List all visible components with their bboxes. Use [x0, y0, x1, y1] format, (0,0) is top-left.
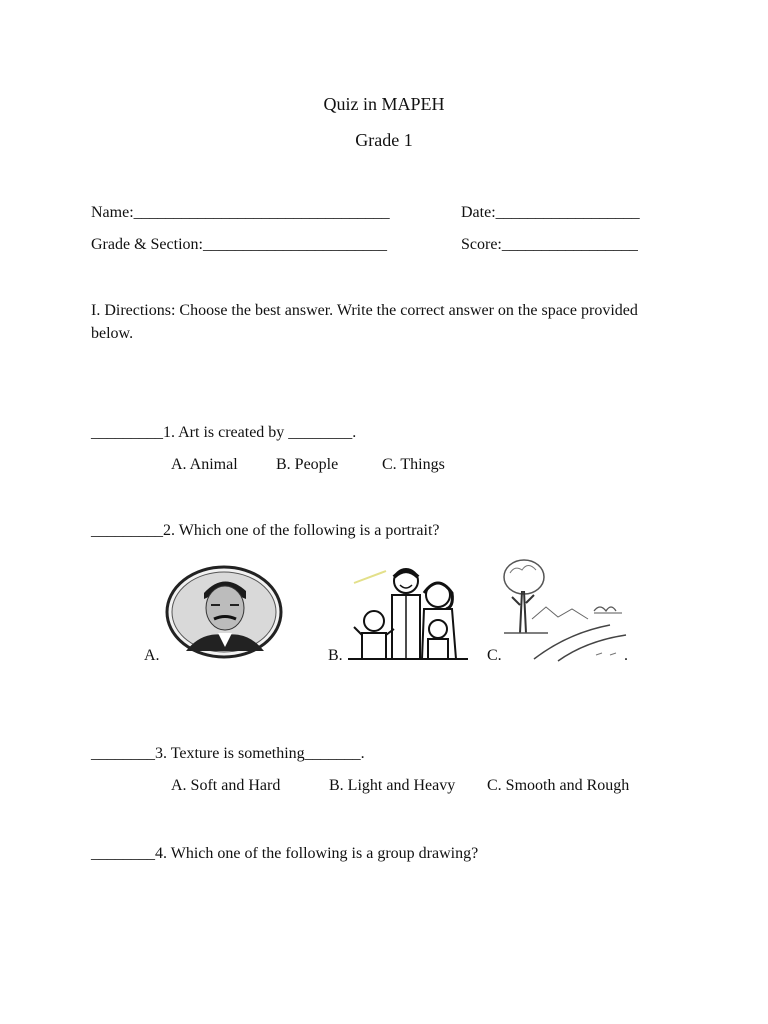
question-2: _________2. Which one of the following is a portrait? [91, 522, 440, 539]
q3-choice-a: A. Soft and Hard [171, 777, 281, 794]
q2-choice-b: B. [328, 647, 343, 664]
score-field: Score:_________________ [461, 236, 638, 253]
name-field: Name:________________________________ [91, 204, 390, 221]
q1-choice-c: C. Things [382, 456, 445, 473]
family-group-icon [346, 563, 470, 661]
q1-choice-a: A. Animal [171, 456, 238, 473]
q3-choice-b: B. Light and Heavy [329, 777, 456, 794]
directions: I. Directions: Choose the best answer. Write the correct answer on the space provided below. [91, 302, 638, 342]
grade-section-field: Grade & Section:_______________________ [91, 236, 387, 253]
q2-trailing-period: . [624, 647, 628, 664]
quiz-title: Quiz in MAPEH [323, 94, 445, 114]
grade-title: Grade 1 [355, 130, 413, 150]
landscape-tree-road-icon [498, 555, 628, 663]
q1-choice-b: B. People [276, 456, 339, 473]
q3-choice-c: C. Smooth and Rough [487, 777, 630, 794]
q2-choice-a: A. [144, 647, 160, 664]
portrait-of-man-icon [164, 563, 286, 661]
question-4: ________4. Which one of the following is a group drawing? [91, 845, 479, 862]
question-3: ________3. Texture is something_______. [91, 745, 365, 762]
q2-choice-c: C. [487, 647, 502, 664]
question-1: _________1. Art is created by ________. [91, 424, 357, 441]
date-field: Date:__________________ [461, 204, 640, 221]
